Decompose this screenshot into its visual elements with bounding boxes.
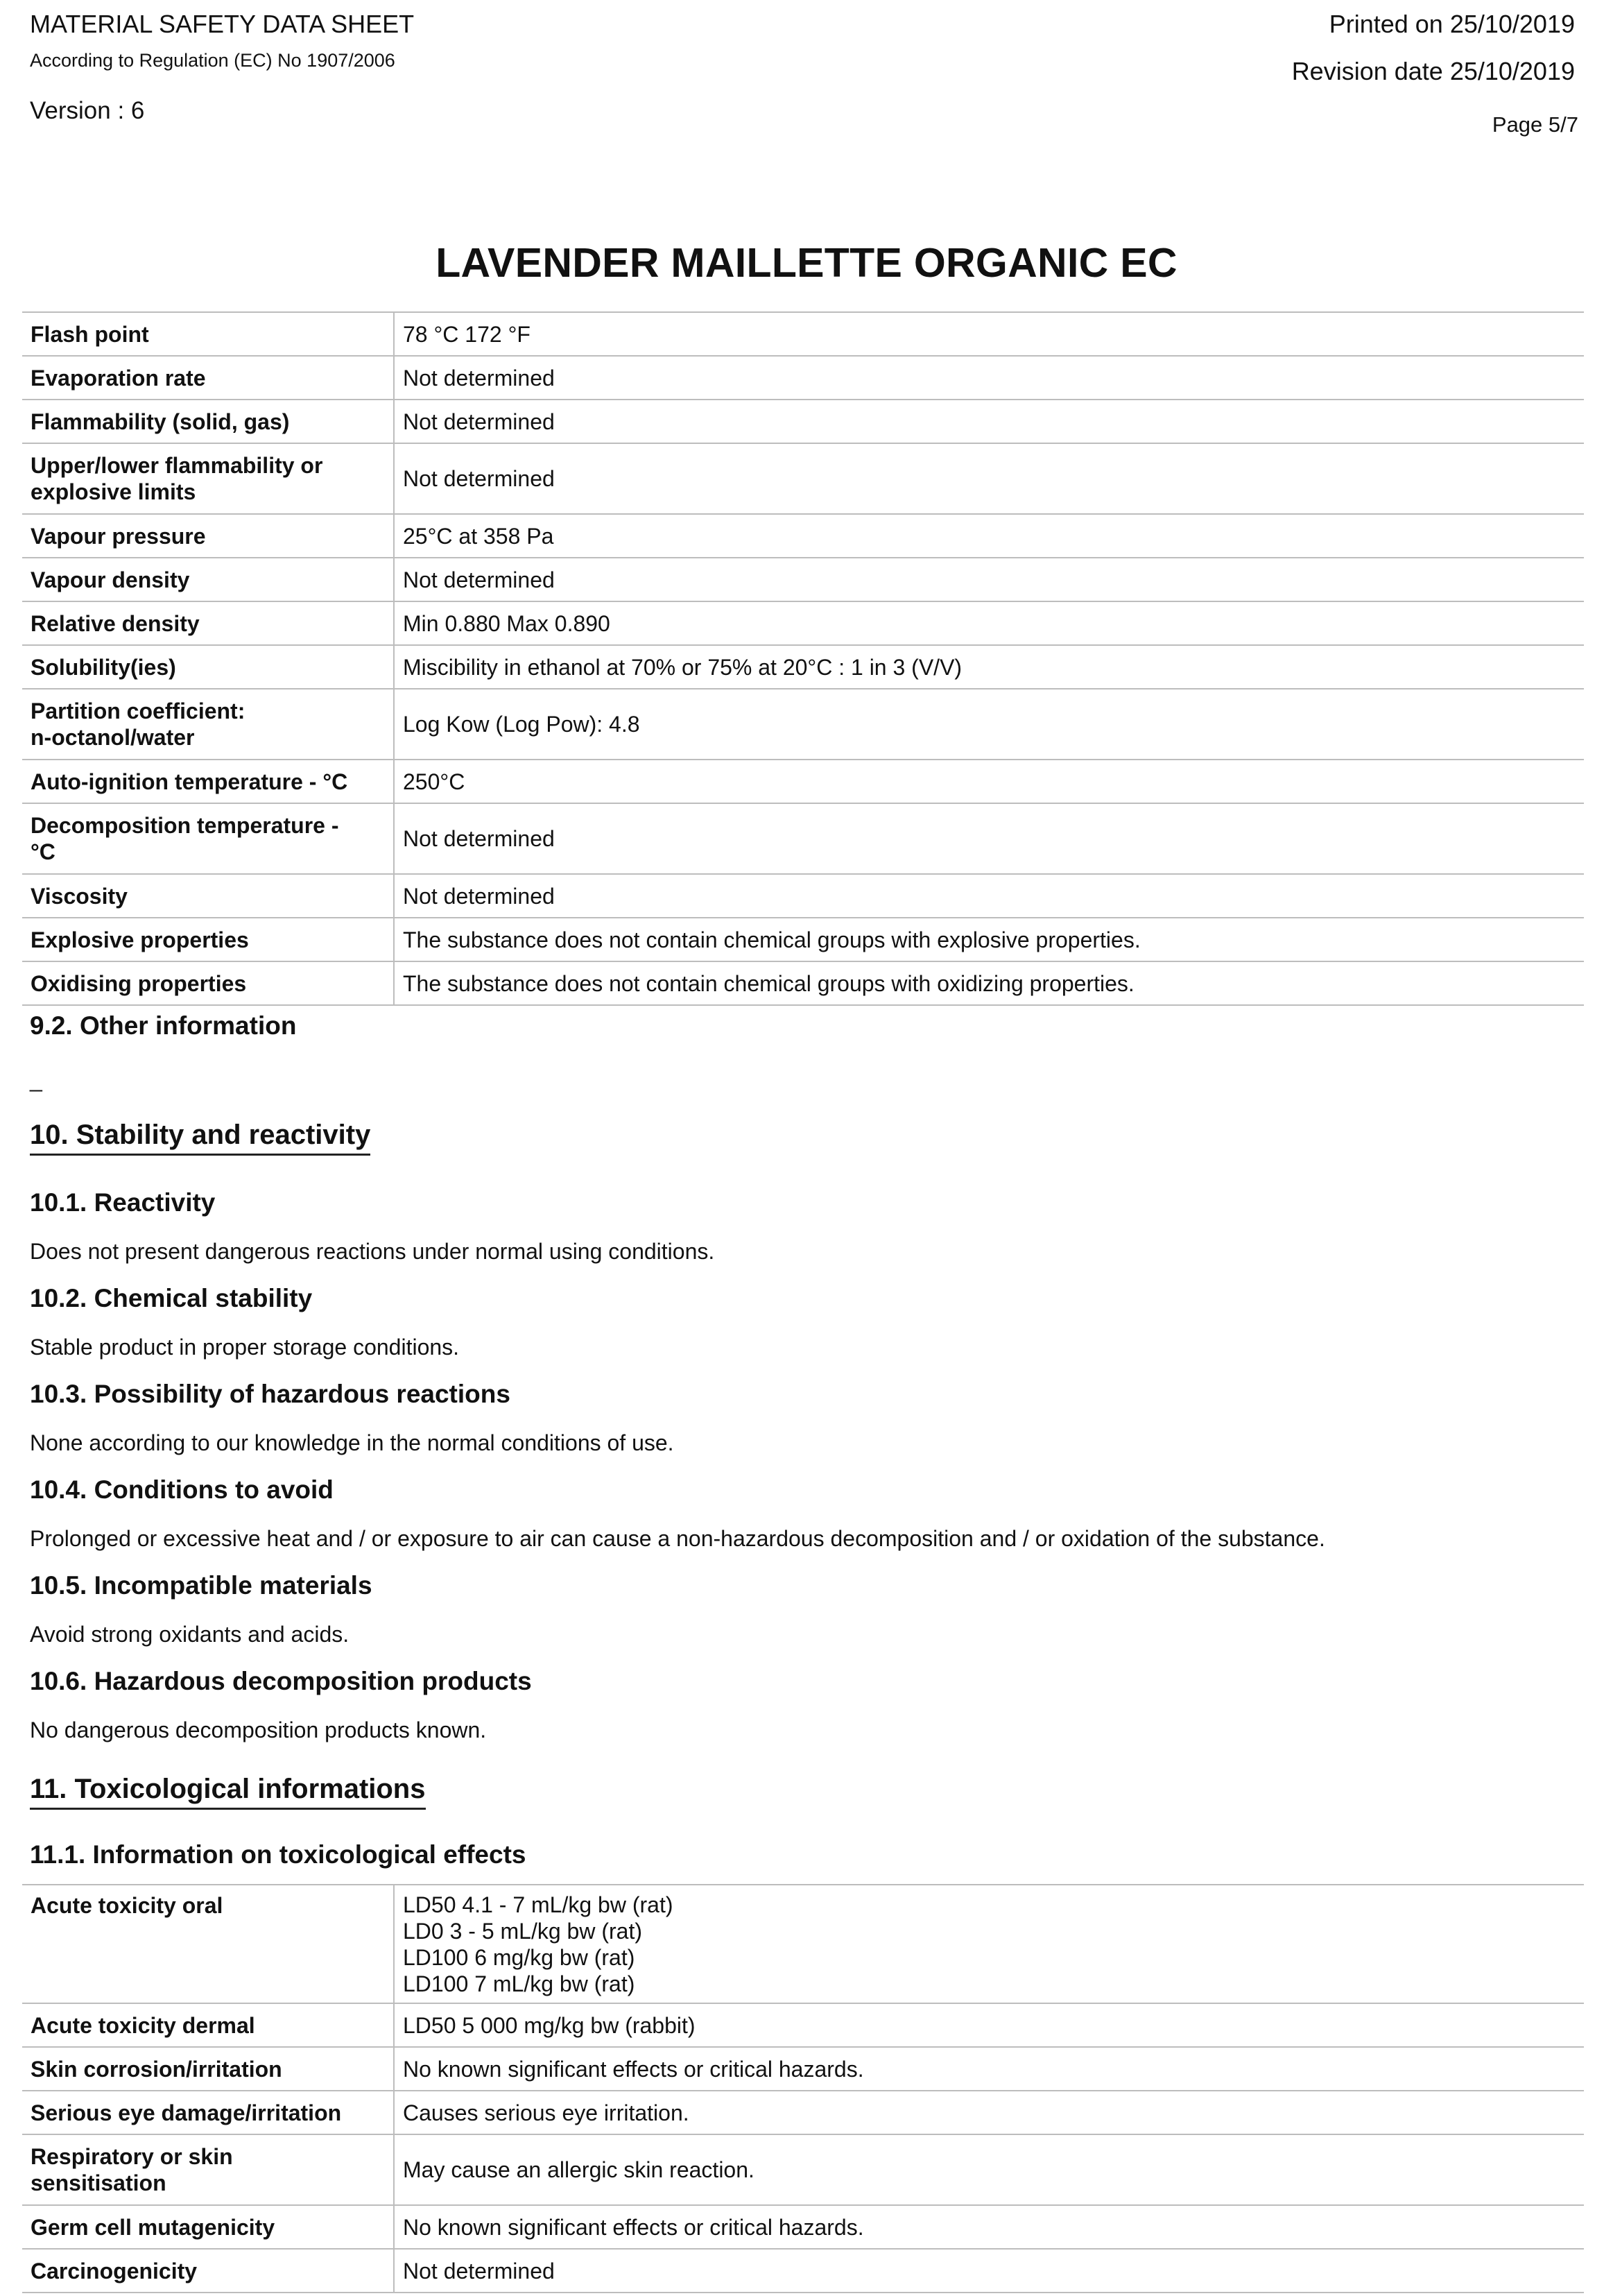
table-row	[22, 918, 1584, 961]
table-row	[22, 1885, 1584, 2003]
property-label: Auto-ignition temperature - °C	[22, 760, 394, 803]
property-label: Solubility(ies)	[22, 645, 394, 689]
property-value: Not determined	[394, 803, 1584, 874]
reactivity-text: Does not present dangerous reactions under normal using conditions.	[30, 1239, 715, 1264]
property-value: 78 °C 172 °F	[394, 312, 1584, 356]
revision-date: Revision date 25/10/2019	[1291, 57, 1575, 85]
table-row	[22, 443, 1584, 514]
table-row	[22, 2003, 1584, 2047]
property-label: Decomposition temperature - °C	[22, 803, 394, 874]
property-value: Not determined	[394, 443, 1584, 514]
conditions-to-avoid-text: Prolonged or excessive heat and / or exposure to air can cause a non-hazardous decomposition and / or oxidation of the substance.	[30, 1526, 1325, 1551]
property-label: Flammability (solid, gas)	[22, 400, 394, 443]
property-label: Relative density	[22, 601, 394, 645]
table-row	[22, 514, 1584, 558]
table-row	[22, 400, 1584, 443]
other-information-heading: 9.2. Other information	[30, 1011, 297, 1040]
toxicity-label: Germ cell mutagenicity	[22, 2205, 394, 2249]
toxicity-label: Carcinogenicity	[22, 2249, 394, 2293]
product-title: LAVENDER MAILLETTE ORGANIC EC	[435, 240, 1178, 286]
property-value: Not determined	[394, 400, 1584, 443]
property-label: Evaporation rate	[22, 356, 394, 400]
property-value: Min 0.880 Max 0.890	[394, 601, 1584, 645]
property-value: The substance does not contain chemical groups with oxidizing properties.	[394, 961, 1584, 1005]
property-value: 250°C	[394, 760, 1584, 803]
toxicology-table	[22, 1884, 1584, 2293]
incompatible-materials-heading: 10.5. Incompatible materials	[30, 1571, 372, 1600]
conditions-to-avoid-heading: 10.4. Conditions to avoid	[30, 1475, 334, 1504]
incompatible-materials-text: Avoid strong oxidants and acids.	[30, 1622, 350, 1647]
section-10-title: 10. Stability and reactivity	[30, 1120, 370, 1156]
table-row	[22, 2091, 1584, 2134]
toxicity-value: May cause an allergic skin reaction.	[394, 2134, 1584, 2205]
toxicity-value: No known significant effects or critical hazards.	[394, 2205, 1584, 2249]
property-label: Explosive properties	[22, 918, 394, 961]
toxicity-label: Respiratory or skin sensitisation	[22, 2134, 394, 2205]
other-information-text: _	[30, 1067, 42, 1092]
toxicological-effects-heading: 11.1. Information on toxicological effects	[30, 1840, 526, 1869]
regulation-note: According to Regulation (EC) No 1907/2006	[30, 50, 395, 71]
table-row	[22, 558, 1584, 601]
toxicity-value: LD50 4.1 - 7 mL/kg bw (rat) LD0 3 - 5 mL/kg bw (rat) LD100 6 mg/kg bw (rat) LD100 7 mL/kg bw (rat)	[394, 1885, 1584, 2003]
decomposition-products-text: No dangerous decomposition products known.	[30, 1717, 487, 1742]
table-row	[22, 760, 1584, 803]
property-value: Not determined	[394, 874, 1584, 918]
property-label: Viscosity	[22, 874, 394, 918]
toxicity-value: LD50 5 000 mg/kg bw (rabbit)	[394, 2003, 1584, 2047]
document-type: MATERIAL SAFETY DATA SHEET	[30, 10, 415, 38]
table-row	[22, 803, 1584, 874]
properties-table	[22, 311, 1584, 1006]
property-label: Oxidising properties	[22, 961, 394, 1005]
table-row	[22, 2134, 1584, 2205]
table-row	[22, 356, 1584, 400]
toxicity-value: Not determined	[394, 2249, 1584, 2293]
chemical-stability-text: Stable product in proper storage conditions.	[30, 1335, 460, 1360]
property-label: Vapour density	[22, 558, 394, 601]
property-value: The substance does not contain chemical groups with explosive properties.	[394, 918, 1584, 961]
page-number: Page 5/7	[1492, 112, 1578, 137]
table-row	[22, 2047, 1584, 2091]
toxicity-label: Skin corrosion/irritation	[22, 2047, 394, 2091]
property-value: Not determined	[394, 558, 1584, 601]
table-row	[22, 645, 1584, 689]
property-value: Not determined	[394, 356, 1584, 400]
chemical-stability-heading: 10.2. Chemical stability	[30, 1284, 313, 1312]
hazardous-reactions-text: None according to our knowledge in the normal conditions of use.	[30, 1430, 674, 1455]
version-label: Version : 6	[30, 97, 145, 124]
table-row	[22, 312, 1584, 356]
property-label: Vapour pressure	[22, 514, 394, 558]
table-row	[22, 2205, 1584, 2249]
table-row	[22, 689, 1584, 760]
table-row	[22, 961, 1584, 1005]
toxicity-value: Causes serious eye irritation.	[394, 2091, 1584, 2134]
section-11-title: 11. Toxicological informations	[30, 1774, 426, 1810]
property-label: Partition coefficient: n-octanol/water	[22, 689, 394, 760]
toxicity-label: Acute toxicity dermal	[22, 2003, 394, 2047]
decomposition-products-heading: 10.6. Hazardous decomposition products	[30, 1667, 532, 1695]
property-value: 25°C at 358 Pa	[394, 514, 1584, 558]
toxicity-label: Serious eye damage/irritation	[22, 2091, 394, 2134]
property-value: Log Kow (Log Pow): 4.8	[394, 689, 1584, 760]
table-row	[22, 2249, 1584, 2293]
property-label: Upper/lower flammability or explosive limits	[22, 443, 394, 514]
table-row	[22, 601, 1584, 645]
property-value: Miscibility in ethanol at 70% or 75% at 20°C : 1 in 3 (V/V)	[394, 645, 1584, 689]
property-label: Flash point	[22, 312, 394, 356]
toxicity-label: Acute toxicity oral	[22, 1885, 394, 2003]
hazardous-reactions-heading: 10.3. Possibility of hazardous reactions	[30, 1380, 510, 1408]
toxicity-value: No known significant effects or critical hazards.	[394, 2047, 1584, 2091]
printed-date: Printed on 25/10/2019	[1329, 10, 1575, 38]
table-row	[22, 874, 1584, 918]
reactivity-heading: 10.1. Reactivity	[30, 1188, 216, 1217]
